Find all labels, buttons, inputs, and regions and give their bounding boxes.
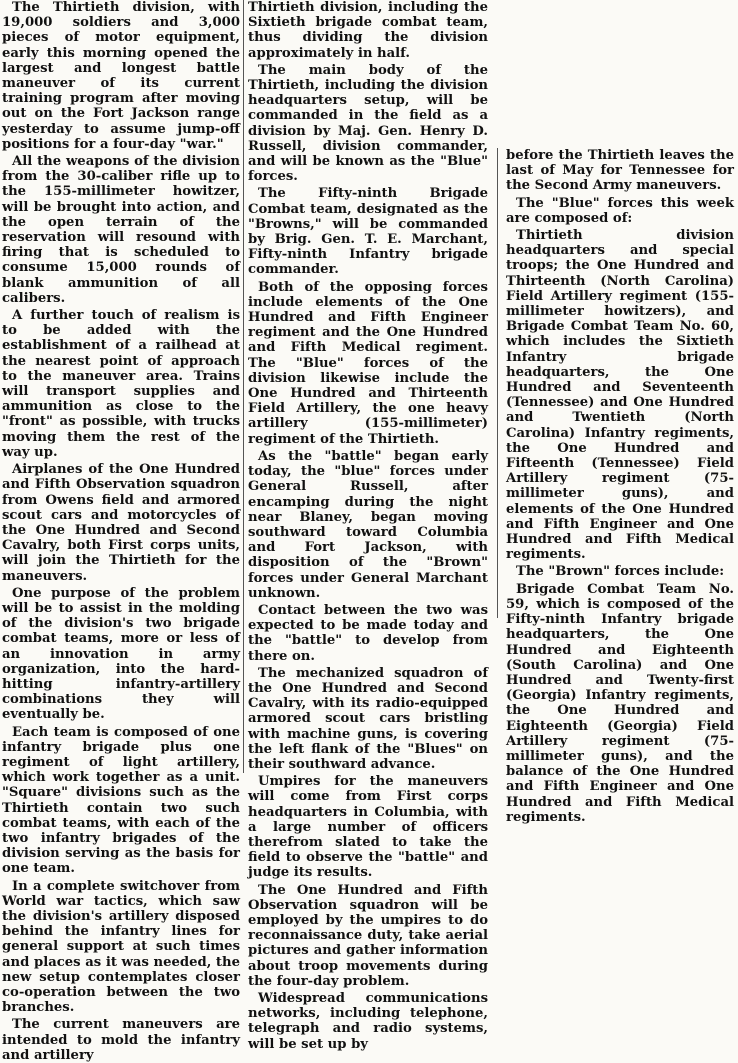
paragraph: The Thirtieth division, with 19,000 soldiers and 3,000 pieces of motor equipment, early this morning opened the largest and longest battle maneuver of its current training program after moving out on the Fort Jackson range yesterday to assume jump-off positions for a four-day "war." — [2, 0, 240, 152]
paragraph: Widespread communications networks, including telephone, telegraph and radio systems, will be set up by — [248, 991, 488, 1052]
article-column-3 — [506, 148, 734, 827]
paragraph: The One Hundred and Fifth Observation squadron will be employed by the umpires to do reconnaissance duty, take aerial pictures and gather information about troop movements during the four-day problem. — [248, 882, 488, 989]
paragraph: In a complete switchover from World war tactics, which saw the division's artillery disposed behind the infantry lines for general support at such times and places as it was needed, the new setup contemplates closer co-operation between the two branches. — [2, 878, 240, 1016]
paragraph: The main body of the Thirtieth, including the division headquarters setup, will be commanded in the field as a division by Maj. Gen. Henry D. Russell, division commander, and will be known as the "Blue" forces. — [248, 62, 488, 185]
paragraph: All the weapons of the division from the 30-caliber rifle up to the 155-millimeter howitzer, will be brought into action, and the open terrain of the reservation will resound with firing that is scheduled to consume 15,000 rounds of blank ammunition of all calibers. — [2, 154, 240, 306]
paragraph: Brigade Combat Team No. 59, which is composed of the Fifty-ninth Infantry brigade headquarters, the One Hundred and Eighteenth (South Carolina) and One Hundred and Twenty-first (Georgia) Infantry regiments, the One Hundred and Eighteenth (Georgia) Field Artillery regiment (75-millimeter guns), and the balance of the One Hundred and Fifth Engineer and One Hundred and Fifth Medical regiments. — [506, 581, 734, 825]
paragraph: As the "battle" began early today, the "blue" forces under General Russell, after encamping during the night near Blaney, began moving southward toward Columbia and Fort Jackson, with disposition of the "Brown" forces under General Marchant unknown. — [248, 448, 488, 601]
article-column-1 — [2, 0, 240, 1063]
paragraph: Each team is composed of one infantry brigade plus one regiment of light artillery, which work together as a unit. "Square" divisions such as the Thirtieth contain two such combat teams, with each of the two infantry brigades of the division serving as the basis for one team. — [2, 724, 240, 877]
paragraph: Umpires for the maneuvers will come from First corps headquarters in Columbia, with a large number of officers therefrom slated to take the field to observe the "battle" and judge its results. — [248, 774, 488, 881]
paragraph: The "Brown" forces include: — [516, 564, 725, 580]
paragraph: Airplanes of the One Hundred and Fifth Observation squadron from Owens field and armored scout cars and motorcycles of the One Hundred and Second Cavalry, both First corps units, will join the Thirtieth for the maneuvers. — [2, 462, 240, 584]
paragraph: The mechanized squadron of the One Hundred and Second Cavalry, with its radio-equipped armored scout cars bristling with machine guns, is covering the left flank of the "Blues" on their southward advance. — [248, 665, 488, 772]
paragraph: The Fifty-ninth Brigade Combat team, designated as the "Browns," will be commanded by Brig. Gen. T. E. Marchant, Fifty-ninth Infantry brigade commander. — [248, 186, 488, 278]
article-column-2 — [248, 0, 488, 1052]
paragraph: Both of the opposing forces include elements of the One Hundred and Fifth Engineer regiment and the One Hundred and Fifth Medical regiment. The "Blue" forces of the division likewise include the One Hundred and Thirteenth Field Artillery, the one heavy artillery (155-millimeter) regiment of the Thirtieth. — [248, 279, 488, 447]
paragraph: Thirtieth division headquarters and special troops; the One Hundred and Thirteenth (North Carolina) Field Artillery regiment (155-millimeter howitzers), and Brigade Combat Team No. 60, which includes the Sixtieth Infantry brigade headquarters, the One Hundred and Seventeenth (Tennessee) and One Hundred and Twentieth (North Carolina) Infantry regiments, the One Hundred and Fifteenth (Tennessee) Field Artillery regiment (75-millimeter guns), and elements of the One Hundred and Fifth Engineer and One Hundred and Fifth Medical regiments. — [506, 228, 734, 563]
paragraph: before the Thirtieth leaves the last of May for Tennessee for the Second Army maneuvers. — [506, 148, 734, 194]
paragraph: Contact between the two was expected to be made today and the "battle" to develop from there on. — [248, 602, 488, 664]
column-divider — [497, 148, 498, 618]
paragraph: A further touch of realism is to be added with the establishment of a railhead at the nearest point of approach to the maneuver area. Trains will transport supplies and ammunition as close to the "front" as possible, with trucks moving them the rest of the way up. — [2, 308, 240, 460]
column-divider — [243, 0, 244, 773]
paragraph: The "Blue" forces this week are composed of: — [506, 195, 734, 226]
paragraph: Thirtieth division, including the Sixtieth brigade combat team, thus dividing the division approximately in half. — [248, 0, 488, 61]
paragraph: One purpose of the problem will be to assist in the molding of the division's two brigade combat teams, more or less of an innovation in army organization, into the hard-hitting infantry-artillery combinations they will eventually be. — [2, 585, 240, 723]
paragraph: The current maneuvers are intended to mold the infantry and artillery — [2, 1017, 240, 1063]
